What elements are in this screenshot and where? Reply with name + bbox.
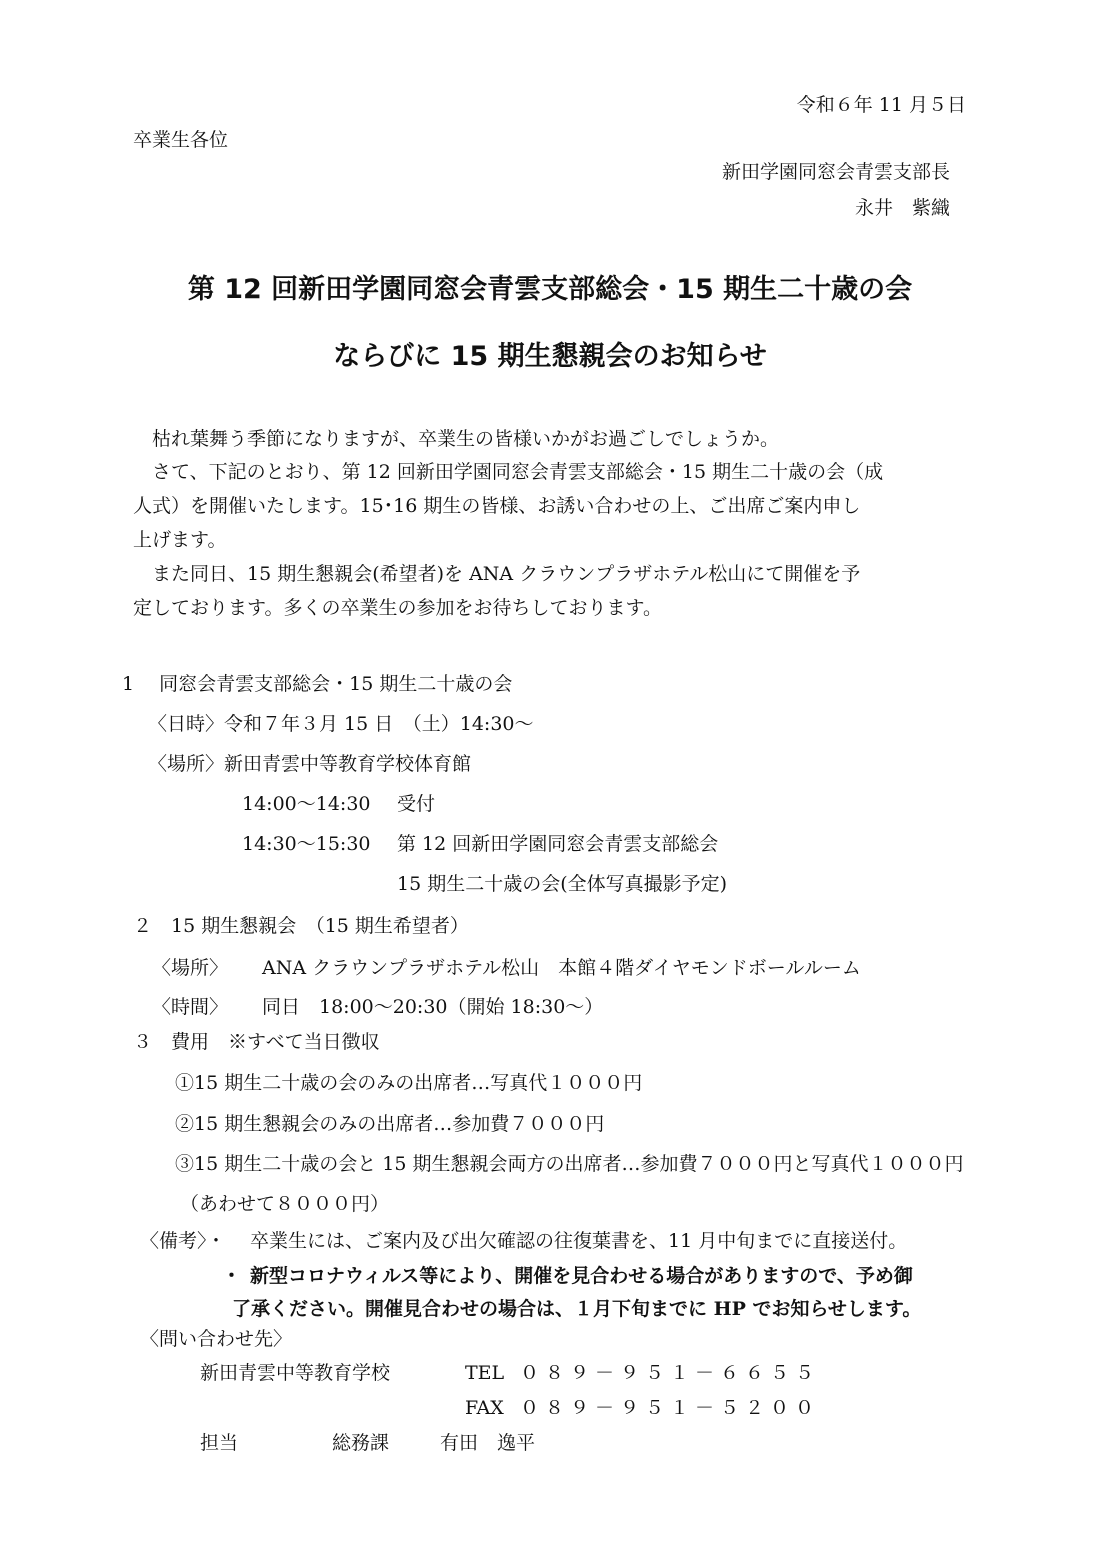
section-2-place-value: ANA クラウンプラザホテル松山 本館４階ダイヤモンドボールルーム bbox=[262, 957, 861, 979]
section-2-time-value: 同日 18:00～20:30（開始 18:30～） bbox=[262, 996, 604, 1018]
fee-item-3: ③15 期生二十歳の会と 15 期生懇親会両方の出席者…参加費７０００円と写真代１０００円 bbox=[175, 1153, 964, 1175]
remarks-bullet-2: ・ bbox=[222, 1265, 242, 1287]
contact-tel-label: TEL bbox=[465, 1362, 505, 1384]
contact-tel: ０８９－９５１－６６５５ bbox=[520, 1362, 821, 1384]
section-1-heading: 1 同窓会青雲支部総会・15 期生二十歳の会 bbox=[122, 673, 513, 695]
fee-item-3-total: （あわせて８０００円） bbox=[180, 1193, 390, 1215]
section-3-heading: ３ 費用 ※すべて当日徴収 bbox=[133, 1031, 380, 1053]
contact-fax: ０８９－９５１－５２００ bbox=[520, 1397, 821, 1419]
document-title-line2: ならびに 15 期生懇親会のお知らせ bbox=[333, 341, 767, 372]
sender-name: 永井 紫織 bbox=[854, 197, 950, 219]
remarks-item-2-line1: 新型コロナウィルス等により、開催を見合わせる場合がありますので、予め御 bbox=[250, 1265, 913, 1287]
schedule-desc-2: 第 12 回新田学園同窓会青雲支部総会 bbox=[397, 833, 719, 855]
schedule-desc-3: 15 期生二十歳の会(全体写真撮影予定) bbox=[397, 873, 728, 895]
contact-label: 〈問い合わせ先〉 bbox=[140, 1328, 293, 1350]
contact-fax-label: FAX bbox=[465, 1397, 504, 1419]
contact-staff-label: 担当 bbox=[200, 1432, 239, 1454]
fee-item-2: ②15 期生懇親会のみの出席者…参加費７０００円 bbox=[175, 1113, 605, 1135]
fee-item-1: ①15 期生二十歳の会のみの出席者…写真代１０００円 bbox=[175, 1072, 643, 1094]
schedule-time-1: 14:00～14:30 bbox=[242, 793, 371, 815]
document-title-line1: 第 12 回新田学園同窓会青雲支部総会・15 期生二十歳の会 bbox=[187, 274, 913, 305]
section-2-heading: ２ 15 期生懇親会 （15 期生希望者） bbox=[133, 915, 469, 937]
remarks-item-1: 卒業生には、ご案内及び出欠確認の往復葉書を、11 月中旬までに直接送付。 bbox=[250, 1230, 908, 1252]
contact-department: 総務課 bbox=[332, 1432, 390, 1454]
body-paragraph-2-line2: 人式）を開催いたします。15･16 期生の皆様、お誘い合わせの上、ご出席ご案内申し bbox=[133, 495, 861, 517]
body-paragraph-3-line2: 定しております。多くの卒業生の参加をお待ちしております。 bbox=[133, 597, 662, 619]
body-paragraph-1: 枯れ葉舞う季節になりますが、卒業生の皆様いかがお過ごしでしょうか。 bbox=[152, 428, 780, 450]
body-paragraph-2-line3: 上げます。 bbox=[133, 529, 227, 551]
recipient: 卒業生各位 bbox=[133, 129, 229, 151]
section-1-place: 〈場所〉新田青雲中等教育学校体育館 bbox=[148, 753, 472, 775]
schedule-time-2: 14:30～15:30 bbox=[242, 833, 371, 855]
body-paragraph-3-line1: また同日、15 期生懇親会(希望者)を ANA クラウンプラザホテル松山にて開催を予 bbox=[152, 563, 861, 585]
document-date: 令和６年 11 月５日 bbox=[796, 94, 966, 116]
remarks-label: 〈備考〉・ bbox=[140, 1230, 226, 1252]
section-2-time-label: 〈時間〉 bbox=[152, 996, 229, 1018]
body-paragraph-2-line1: さて、下記のとおり、第 12 回新田学園同窓会青雲支部総会・15 期生二十歳の会（成 bbox=[152, 461, 884, 483]
remarks-item-2-line2: 了承ください。開催見合わせの場合は、１月下旬までに HP でお知らせします。 bbox=[232, 1298, 922, 1320]
schedule-desc-1: 受付 bbox=[397, 793, 436, 815]
section-2-place-label: 〈場所〉 bbox=[152, 957, 229, 979]
contact-person: 有田 逸平 bbox=[440, 1432, 536, 1454]
section-1-datetime: 〈日時〉令和７年３月 15 日 （土）14:30～ bbox=[148, 713, 534, 735]
sender-organization: 新田学園同窓会青雲支部長 bbox=[721, 161, 950, 183]
contact-school: 新田青雲中等教育学校 bbox=[200, 1362, 391, 1384]
